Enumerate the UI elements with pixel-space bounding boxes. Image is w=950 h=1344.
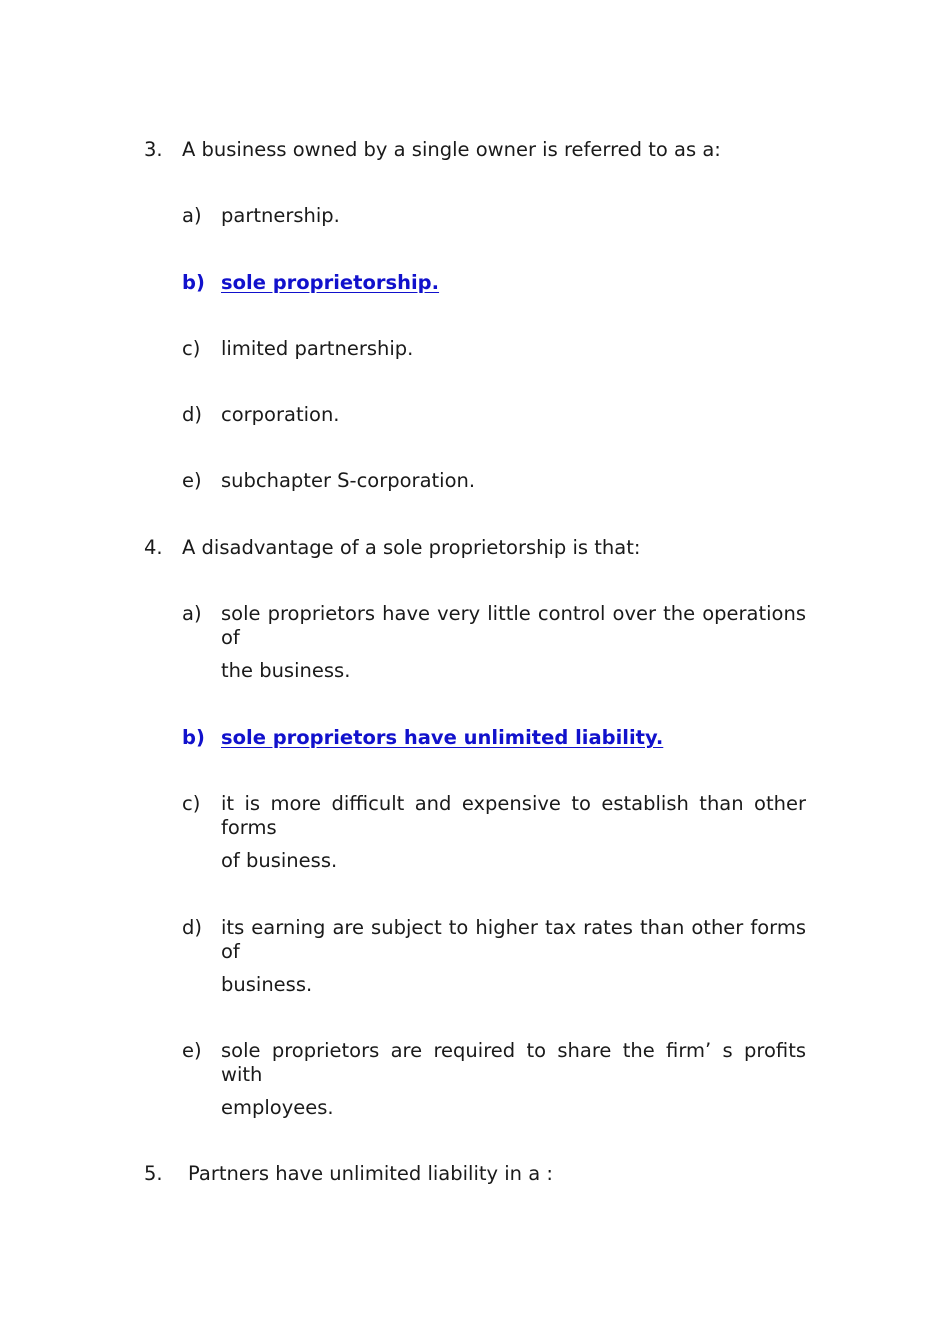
- question-number: 3.: [144, 138, 163, 161]
- option-letter: b): [182, 726, 205, 749]
- option-text: subchapter S-corporation.: [221, 469, 476, 492]
- option-letter: e): [182, 1039, 202, 1062]
- option-text-line-1: it is more difficult and expensive to establish than other forms: [221, 792, 806, 839]
- option-text-line-1: its earning are subject to higher tax rates than other forms of: [221, 916, 806, 963]
- option-text: sole proprietorship.: [221, 271, 440, 294]
- option-letter: a): [182, 204, 202, 227]
- option-letter: b): [182, 271, 205, 294]
- option-letter: e): [182, 469, 202, 492]
- option-text-line-1: sole proprietors have very little control over the operations of: [221, 602, 806, 649]
- option-text-line-2: the business.: [221, 659, 351, 682]
- option-text-line-2: business.: [221, 973, 313, 996]
- option-letter: d): [182, 403, 202, 426]
- option-text: partnership.: [221, 204, 340, 227]
- question-number: 4.: [144, 536, 163, 559]
- option-letter: c): [182, 337, 201, 360]
- option-text: corporation.: [221, 403, 340, 426]
- option-letter: c): [182, 792, 201, 815]
- question-number: 5.: [144, 1162, 163, 1185]
- option-letter: d): [182, 916, 202, 939]
- option-letter: a): [182, 602, 202, 625]
- question-text: A disadvantage of a sole proprietorship is that:: [182, 536, 641, 559]
- option-text: sole proprietors have unlimited liability.: [221, 726, 664, 749]
- question-text: A business owned by a single owner is referred to as a:: [182, 138, 721, 161]
- option-text-line-2: employees.: [221, 1096, 334, 1119]
- option-text: limited partnership.: [221, 337, 414, 360]
- option-text-line-2: of business.: [221, 849, 338, 872]
- option-text-line-1: sole proprietors are required to share the firm’ s profits with: [221, 1039, 806, 1086]
- question-text: Partners have unlimited liability in a :: [188, 1162, 553, 1185]
